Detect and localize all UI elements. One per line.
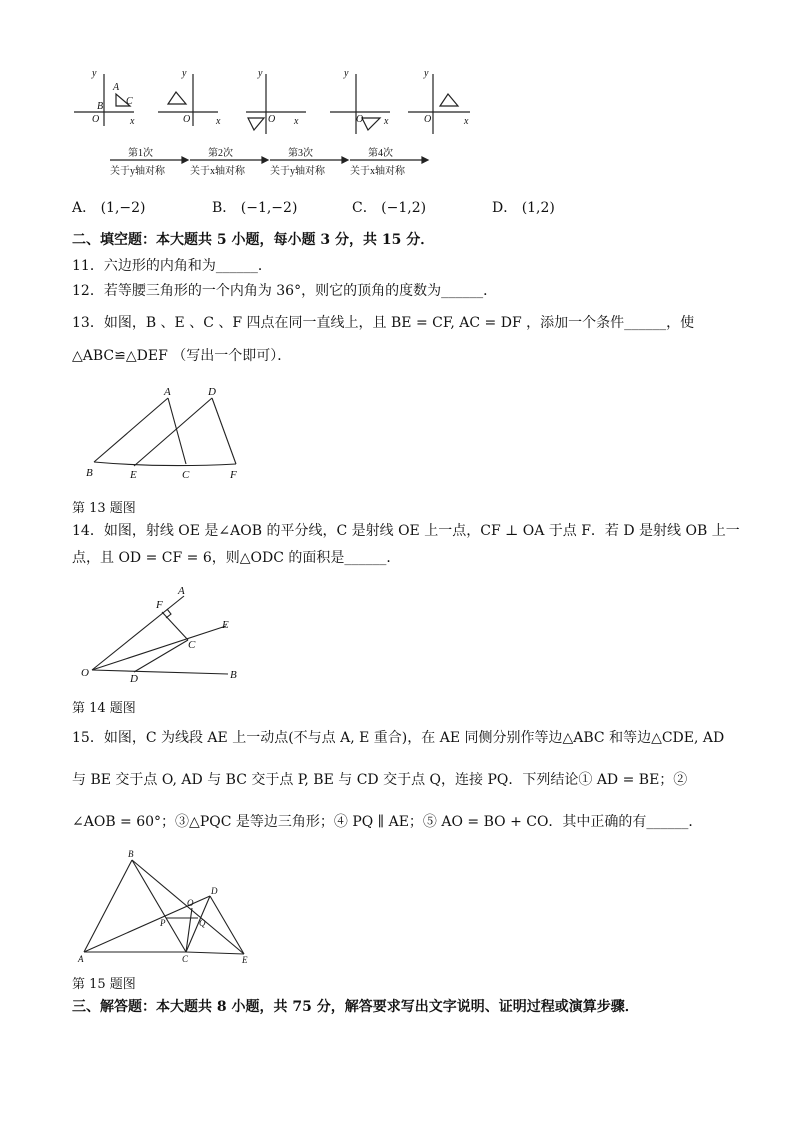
step2-bottom: 关于x轴对称 xyxy=(190,166,245,177)
option-c xyxy=(352,197,426,217)
point-b-label: B xyxy=(97,101,104,112)
option-b-label: B． xyxy=(212,200,237,216)
origin-label: O xyxy=(92,114,100,125)
figure-14-caption: 第 14 题图 xyxy=(72,701,136,716)
step4-bottom: 关于x轴对称 xyxy=(350,166,405,177)
question-11: 11．六边形的内角和为______． xyxy=(72,258,272,274)
svg-text:O: O xyxy=(356,114,364,125)
option-d-label: D． xyxy=(492,200,518,216)
point-c-label: C xyxy=(126,96,133,107)
fig14-label-f: F xyxy=(156,599,163,611)
fig14-label-a: A xyxy=(178,585,185,597)
fig14-label-e: E xyxy=(222,619,229,631)
option-d-value: (1,2) xyxy=(521,200,555,216)
fig15-label-d: D xyxy=(211,886,218,896)
fig13-label-e: E xyxy=(130,469,137,481)
section2-heading: 二、填空题：本大题共 5 小题，每小题 3 分，共 15 分． xyxy=(72,232,435,248)
step1-bottom: 关于y轴对称 xyxy=(110,166,165,177)
point-a-label: A xyxy=(113,82,120,93)
option-b-value: (−1,−2) xyxy=(240,200,298,216)
fig14-label-d: D xyxy=(130,673,138,682)
step3-top: 第3次 xyxy=(288,148,313,159)
figure-13 xyxy=(80,382,250,482)
svg-text:y: y xyxy=(258,68,263,79)
option-d xyxy=(492,197,555,217)
svg-text:O: O xyxy=(424,114,432,125)
question-12: 12．若等腰三角形的一个内角为 36°，则它的顶角的度数为______． xyxy=(72,283,498,299)
svg-text:x: x xyxy=(464,116,469,127)
figure-13-caption: 第 13 题图 xyxy=(72,501,136,516)
step3-bottom: 关于y轴对称 xyxy=(270,166,325,177)
fig15-label-p: P xyxy=(160,918,166,928)
option-a-value: (1,−2) xyxy=(100,200,146,216)
step4-top: 第4次 xyxy=(368,148,393,159)
fig15-label-a: A xyxy=(78,954,84,964)
question-15-line3: ∠AOB = 60°；③△PQC 是等边三角形；④ PQ ∥ AE；⑤ AO = BO + CO．其中正确的有______． xyxy=(72,814,703,830)
question-14-line1: 14．如图，射线 OE 是∠AOB 的平分线，C 是射线 OE 上一点，CF ⊥ OA 于点 F．若 D 是射线 OB 上一 xyxy=(72,523,740,539)
figure-15-caption: 第 15 题图 xyxy=(72,977,136,992)
svg-text:x: x xyxy=(294,116,299,127)
svg-text:y: y xyxy=(424,68,429,79)
option-a-label: A． xyxy=(72,200,97,216)
axis-y-label: y xyxy=(92,68,97,79)
step2-top: 第2次 xyxy=(208,148,233,159)
question-13-line1: 13．如图，B 、E 、C 、F 四点在同一直线上，且 BE = CF, AC = DF ，添加一个条件______，使 xyxy=(72,315,695,331)
fig13-label-c: C xyxy=(182,469,190,481)
fig15-label-q: Q xyxy=(199,918,206,928)
option-c-value: (−1,2) xyxy=(381,200,427,216)
fig15-label-o: O xyxy=(187,898,194,908)
fig13-label-a: A xyxy=(164,386,171,398)
fig13-label-d: D xyxy=(208,386,216,398)
fig13-label-b: B xyxy=(86,467,93,479)
option-b xyxy=(212,197,297,217)
fig13-label-f: F xyxy=(230,469,237,481)
svg-text:y: y xyxy=(182,68,187,79)
svg-text:O: O xyxy=(268,114,276,125)
question-15-line1: 15．如图，C 为线段 AE 上一动点(不与点 A, E 重合)，在 AE 同侧分别作等边△ABC 和等边△CDE, AD xyxy=(72,730,725,746)
fig14-label-o: O xyxy=(81,667,89,679)
svg-text:x: x xyxy=(216,116,221,127)
figure-14 xyxy=(78,582,248,682)
step1-top: 第1次 xyxy=(128,148,153,159)
option-a xyxy=(72,197,146,217)
question-14-line2: 点，且 OD = CF = 6，则△ODC 的面积是______． xyxy=(72,550,401,566)
reflection-sequence-figure xyxy=(68,62,488,184)
question-15-line2: 与 BE 交于点 O, AD 与 BC 交于点 P, BE 与 CD 交于点 Q，连接 PQ．下列结论① AD = BE；② xyxy=(72,772,688,788)
question-13-line2: △ABC≌△DEF （写出一个即可）． xyxy=(72,348,292,364)
fig14-label-b: B xyxy=(230,669,237,681)
figure-15 xyxy=(74,846,250,964)
fig15-label-e: E xyxy=(242,955,248,964)
svg-text:O: O xyxy=(183,114,191,125)
fig15-label-c: C xyxy=(182,954,189,964)
svg-text:y: y xyxy=(344,68,349,79)
section3-heading: 三、解答题：本大题共 8 小题，共 75 分，解答要求写出文字说明、证明过程或演算步骤． xyxy=(72,999,639,1015)
fig14-label-c: C xyxy=(188,639,196,651)
axis-x-label: x xyxy=(130,116,135,127)
svg-text:x: x xyxy=(384,116,389,127)
fig15-label-b: B xyxy=(128,849,134,859)
option-c-label: C． xyxy=(352,200,377,216)
